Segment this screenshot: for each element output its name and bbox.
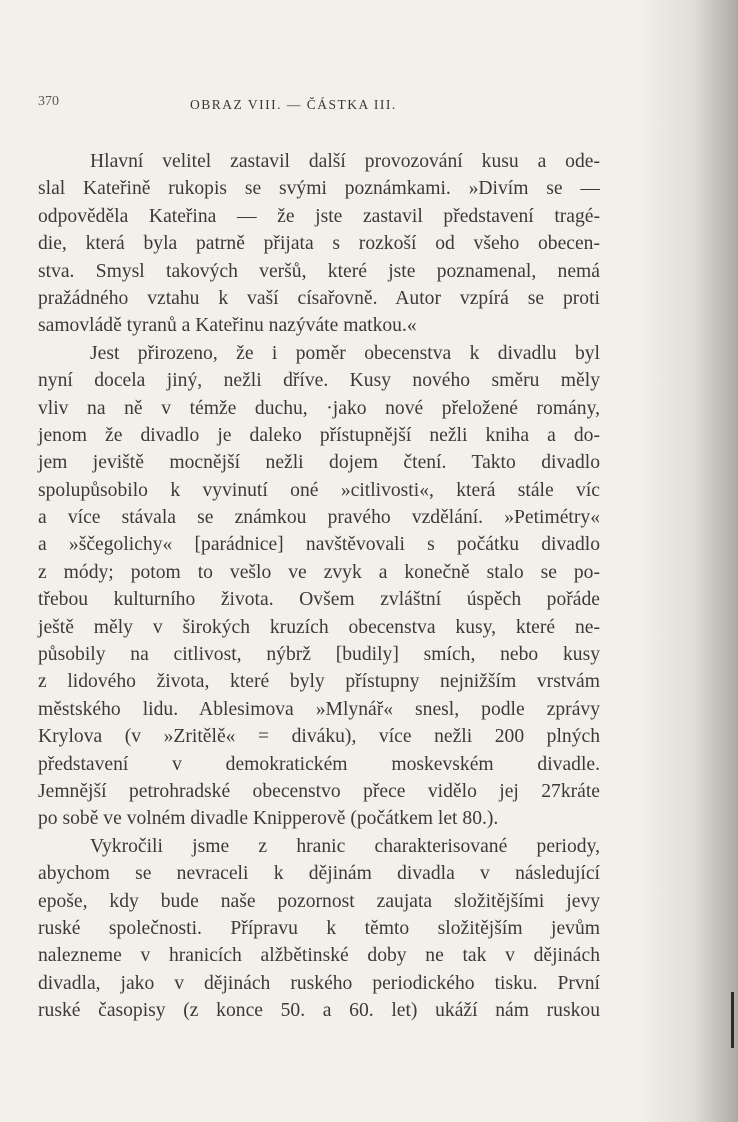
page-gutter-shadow xyxy=(638,0,738,1122)
body-text xyxy=(38,148,600,1025)
text-line: ruské časopisy (z konce 50. a 60. let) ukáží nám ruskou xyxy=(38,1000,600,1022)
text-line: abychom se nevraceli k dějinám divadla v následující xyxy=(38,863,600,885)
text-line: epoše, kdy bude naše pozornost zaujata složitějšími jevy xyxy=(38,890,600,912)
text-line: Krylova (v »Zritělě« = diváku), více nežli 200 plných xyxy=(38,726,600,748)
text-line: působily na citlivost, nýbrž [budily] smích, nebo kusy xyxy=(38,644,600,666)
text-line: odpověděla Kateřina — že jste zastavil představení tragé- xyxy=(38,205,600,227)
page-number: 370 xyxy=(38,94,59,109)
text-line: městského lidu. Ablesimova »Mlynář« snesl, podle zprávy xyxy=(38,698,600,720)
text-line: představení v demokratickém moskevském divadle. xyxy=(38,753,600,775)
text-line: z módy; potom to vešlo ve zvyk a konečně stalo se po- xyxy=(38,561,600,583)
facing-page-edge-mark xyxy=(731,992,734,1048)
text-line: a více stávala se známkou pravého vzdělání. »Petimétry« xyxy=(38,507,600,529)
text-line: Jemnější petrohradské obecenstvo přece vidělo jej 27kráte xyxy=(38,780,600,802)
text-line: pražádného vztahu k vaší císařovně. Autor vzpírá se proti xyxy=(38,287,600,309)
text-line: divadla, jako v dějinách ruského periodického tisku. První xyxy=(38,972,600,994)
text-line: a »ščegolichy« [parádnice] navštěvovali s počátku divadlo xyxy=(38,534,600,556)
text-line: stva. Smysl takových veršů, které jste poznamenal, nemá xyxy=(38,260,600,282)
text-line: nalezneme v hranicích alžbětinské doby ne tak v dějinách xyxy=(38,945,600,967)
text-line: spolupůsobilo k vyvinutí oné »citlivosti«, která stále víc xyxy=(38,479,600,501)
text-line: Hlavní velitel zastavil další provozování kusu a ode- xyxy=(90,151,600,172)
text-line: die, která byla patrně přijata s rozkoší od všeho obecen- xyxy=(38,233,600,255)
text-line: slal Kateřině rukopis se svými poznámkami. »Divím se — xyxy=(38,178,600,200)
text-line: jenom že divadlo je daleko přístupnější nežli kniha a do- xyxy=(38,424,600,446)
text-line: nyní docela jiný, nežli dříve. Kusy nového směru měly xyxy=(38,370,600,392)
text-line: samovládě tyranů a Kateřinu nazýváte matkou.« xyxy=(38,315,417,337)
text-line: z lidového života, které byly přístupny nejnižším vrstvám xyxy=(38,671,600,693)
text-line: Jest přirozeno, že i poměr obecenstva k divadlu byl xyxy=(90,342,600,364)
text-line: Vykročili jsme z hranic charakterisované periody, xyxy=(90,835,600,857)
text-line: ruské společnosti. Přípravu k těmto složitějším jevům xyxy=(38,917,600,939)
text-line: vliv na ně v témže duchu, ·jako nové přeložené romány, xyxy=(38,397,600,419)
text-line: jem jeviště mocnější nežli dojem čtení. Takto divadlo xyxy=(38,452,600,474)
text-line: ještě měly v širokých kruzích obecenstva kusy, které ne- xyxy=(38,616,600,638)
running-head: OBRAZ VIII. — ČÁSTKA III. xyxy=(190,97,397,112)
text-line: po sobě ve volném divadle Knipperově (počátkem let 80.). xyxy=(38,808,499,830)
text-line: třebou kulturního života. Ovšem zvláštní úspěch pořáde xyxy=(38,589,600,611)
